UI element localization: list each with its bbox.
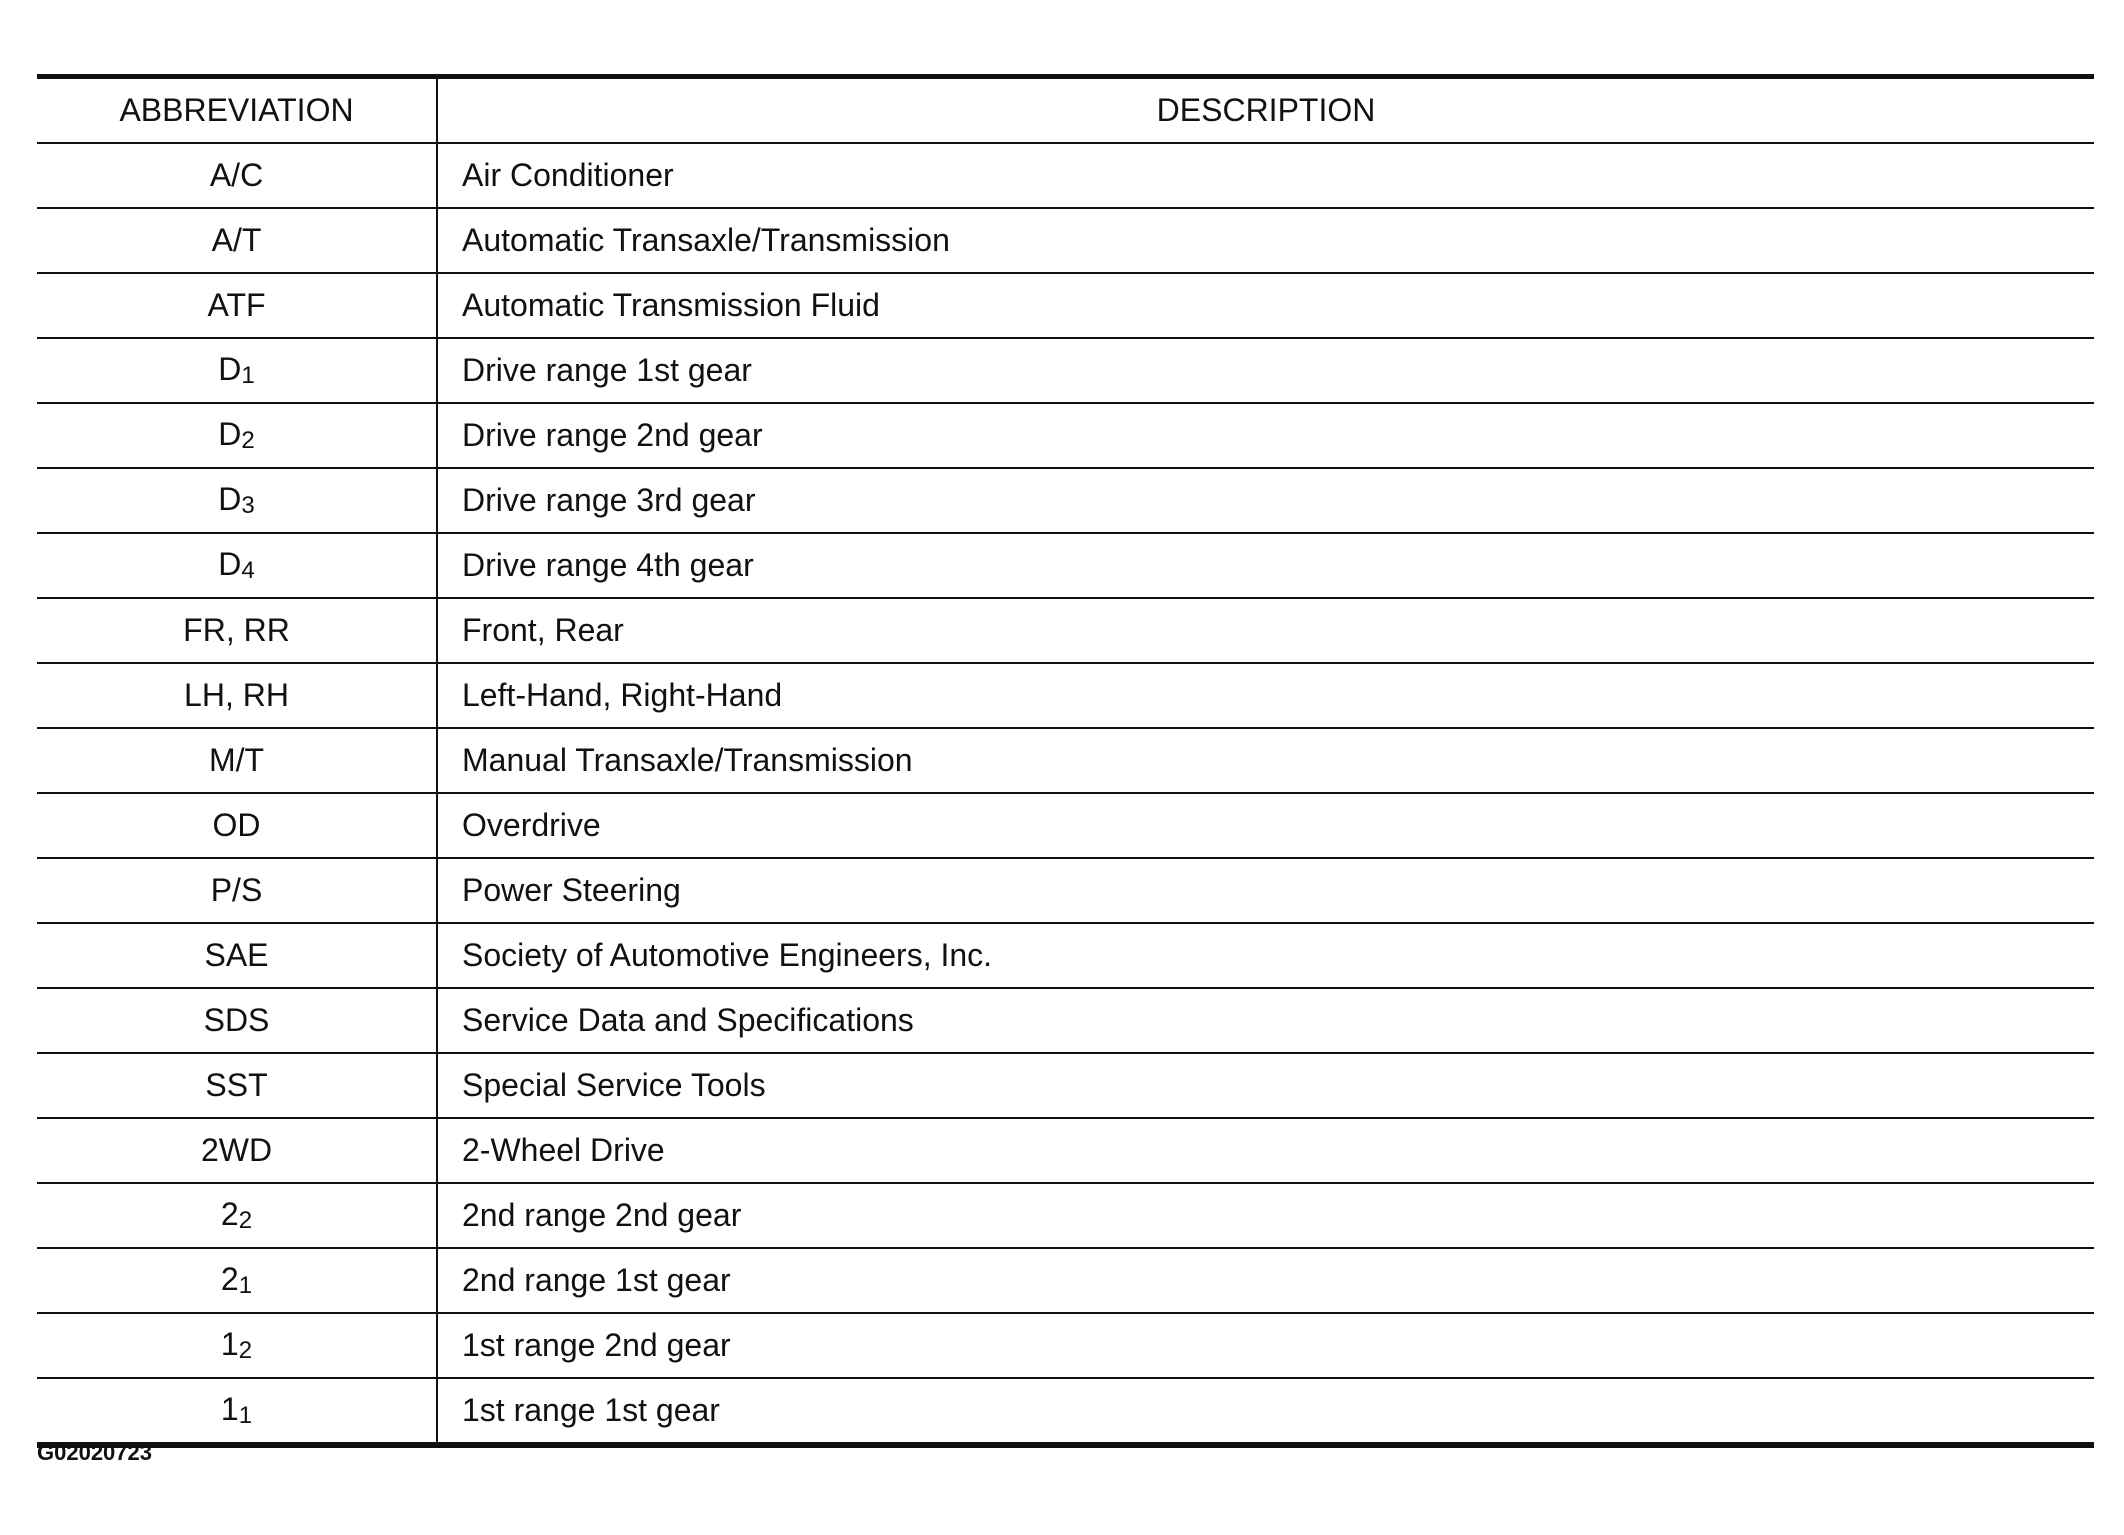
description-cell: Drive range 3rd gear xyxy=(437,468,2094,533)
abbreviation-text: 1 xyxy=(220,1326,239,1362)
description-cell: Front, Rear xyxy=(437,598,2094,663)
description-cell: Drive range 1st gear xyxy=(437,338,2094,403)
abbreviation-cell xyxy=(37,1183,437,1248)
table-row xyxy=(37,143,2094,208)
header-row xyxy=(37,77,2094,144)
abbreviation-cell xyxy=(37,273,437,338)
abbreviation-subscript: 3 xyxy=(241,492,255,519)
description-cell: 2-Wheel Drive xyxy=(437,1118,2094,1183)
description-cell: Manual Transaxle/Transmission xyxy=(437,728,2094,793)
abbreviation-text: SDS xyxy=(203,1002,270,1038)
abbreviation-text: A/T xyxy=(211,222,262,258)
description-cell: Overdrive xyxy=(437,793,2094,858)
table-row xyxy=(37,1118,2094,1183)
table-row xyxy=(37,598,2094,663)
abbreviation-text: D xyxy=(218,481,242,517)
table-row xyxy=(37,338,2094,403)
abbreviation-cell xyxy=(37,793,437,858)
table-row xyxy=(37,663,2094,728)
abbreviation-text: P/S xyxy=(210,872,263,908)
abbreviation-text: FR, RR xyxy=(183,612,290,648)
abbreviation-cell xyxy=(37,923,437,988)
table-row xyxy=(37,923,2094,988)
abbreviation-subscript: 1 xyxy=(238,1272,253,1299)
abbreviation-text: A/C xyxy=(209,157,264,193)
abbreviation-subscript: 2 xyxy=(238,1207,253,1234)
abbreviation-cell xyxy=(37,338,437,403)
table-row xyxy=(37,403,2094,468)
table-header xyxy=(37,77,2094,144)
table-row xyxy=(37,273,2094,338)
abbreviation-cell xyxy=(37,143,437,208)
description-cell: 1st range 1st gear xyxy=(462,1392,720,1428)
abbreviation-table xyxy=(37,74,2094,1448)
abbreviation-cell xyxy=(37,858,437,923)
abbreviation-text: 2 xyxy=(220,1196,239,1232)
abbreviation-text: SAE xyxy=(204,937,269,973)
abbreviation-cell xyxy=(37,403,437,468)
table-row xyxy=(37,793,2094,858)
table-row xyxy=(37,1183,2094,1248)
figure-id: G02020723 xyxy=(37,1440,152,1465)
description-cell: Power Steering xyxy=(437,858,2094,923)
abbreviation-cell xyxy=(37,598,437,663)
description-cell: Automatic Transaxle/Transmission xyxy=(437,208,2094,273)
table-row xyxy=(37,728,2094,793)
abbreviation-subscript: 4 xyxy=(241,557,255,584)
abbreviation-cell xyxy=(37,468,437,533)
abbreviation-text: M/T xyxy=(208,742,265,778)
abbreviation-subscript: 1 xyxy=(238,1402,253,1429)
abbreviation-text: ATF xyxy=(207,287,266,323)
description-cell: 2nd range 1st gear xyxy=(437,1248,2094,1313)
abbreviation-cell xyxy=(37,1248,437,1313)
abbreviation-text: D xyxy=(218,416,242,452)
table-body xyxy=(37,143,2094,1445)
abbreviation-cell xyxy=(37,533,437,598)
abbreviation-text: 1 xyxy=(220,1391,239,1427)
description-cell: Special Service Tools xyxy=(437,1053,2094,1118)
description-cell: Left-Hand, Right-Hand xyxy=(437,663,2094,728)
abbreviation-text: 2WD xyxy=(200,1132,273,1168)
description-cell: Service Data and Specifications xyxy=(437,988,2094,1053)
table-row xyxy=(37,533,2094,598)
description-cell: Drive range 2nd gear xyxy=(437,403,2094,468)
abbreviation-text: LH, RH xyxy=(184,677,289,713)
description-cell: Society of Automotive Engineers, Inc. xyxy=(437,923,2094,988)
table-row xyxy=(37,1248,2094,1313)
abbreviation-text: OD xyxy=(212,807,261,843)
description-cell: Air Conditioner xyxy=(437,143,2094,208)
table-row xyxy=(37,468,2094,533)
abbreviation-cell xyxy=(37,208,437,273)
table-row xyxy=(37,988,2094,1053)
abbreviation-subscript: 1 xyxy=(241,362,255,389)
description-cell: 1st range 2nd gear xyxy=(437,1313,2094,1378)
table-row xyxy=(37,858,2094,923)
abbreviation-subscript: 2 xyxy=(238,1337,253,1364)
abbreviation-text: SST xyxy=(205,1067,268,1103)
abbreviation-cell xyxy=(37,1313,437,1378)
abbreviation-text: D xyxy=(218,351,242,387)
description-column-header: DESCRIPTION xyxy=(437,77,2094,144)
abbreviation-text: D xyxy=(218,546,242,582)
description-cell: Automatic Transmission Fluid xyxy=(437,273,2094,338)
abbreviation-cell xyxy=(37,1378,437,1445)
table-row xyxy=(37,1378,2094,1445)
abbreviation-cell xyxy=(37,1118,437,1183)
table-row xyxy=(37,1053,2094,1118)
description-cell: 2nd range 2nd gear xyxy=(437,1183,2094,1248)
abbreviation-cell xyxy=(37,728,437,793)
abbreviation-text: 2 xyxy=(220,1261,239,1297)
abbreviation-column-header: ABBREVIATION xyxy=(37,77,437,144)
abbreviation-table-container xyxy=(37,74,2094,1448)
abbreviation-subscript: 2 xyxy=(241,427,255,454)
table-row xyxy=(37,208,2094,273)
abbreviation-cell xyxy=(37,663,437,728)
table-row xyxy=(37,1313,2094,1378)
description-cell: Drive range 4th gear xyxy=(437,533,2094,598)
abbreviation-cell xyxy=(37,988,437,1053)
abbreviation-cell xyxy=(37,1053,437,1118)
